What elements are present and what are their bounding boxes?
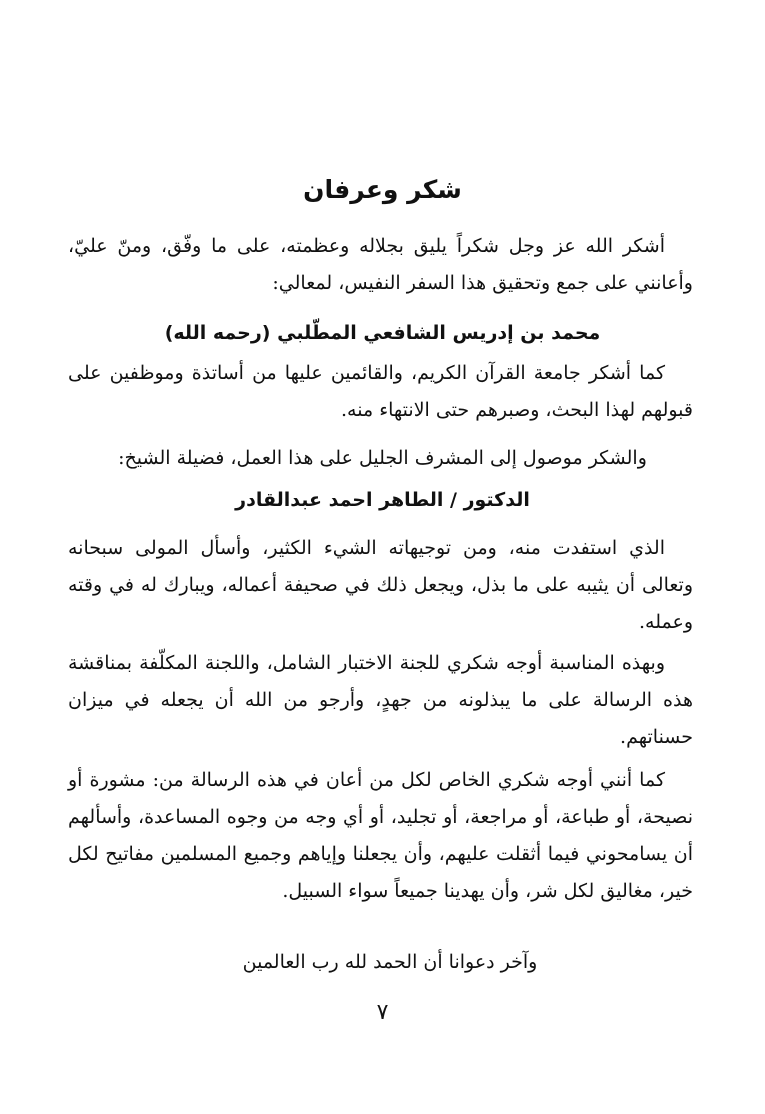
page-title: شكر وعرفان xyxy=(303,175,462,204)
paragraph-thanks-allah: أشكر الله عز وجل شكراً يليق بجلاله وعظمته، على ما وفّق، ومنّ عليّ، وأعانني على جمع وتحقيق هذا السفر النفيس، لمعالي: xyxy=(68,235,693,294)
name-imam-shafii: محمد بن إدريس الشافعي المطّلبي (رحمه الله) xyxy=(164,322,601,344)
page-number: ٧ xyxy=(376,1000,389,1025)
closing-prayer: وآخر دعوانا أن الحمد لله رب العالمين xyxy=(242,951,538,973)
paragraph-thanks-helpers: كما أنني أوجه شكري الخاص لكل من أعان في هذه الرسالة من: مشورة أو نصيحة، أو طباعة، أو مراجعة، أو تجليد، أو أي وجه من وجوه المساعدة، وأسألهم أن يسامحوني فيما أثقلت عليهم، وأن يجعلنا وإياهم وجميع المسلمين مفاتيح لكل خير، مغاليق لكل شر، وأن يهدينا جميعاً سواء السبيل. xyxy=(68,769,693,902)
paragraph-supervisor-benefit: الذي استفدت منه، ومن توجيهاته الشيء الكثير، وأسأل المولى سبحانه وتعالى أن يثيبه على ما بذل، ويجعل ذلك في صحيفة أعماله، ويبارك له في وقته وعمله. xyxy=(68,537,693,633)
paragraph-thanks-committee: وبهذه المناسبة أوجه شكري للجنة الاختبار الشامل، واللجنة المكلّفة بمناقشة هذه الرسالة على ما يبذلونه من جهدٍ، وأرجو من الله أن يجعله في ميزان حسناتهم. xyxy=(68,652,693,748)
paragraph-thanks-supervisor: والشكر موصول إلى المشرف الجليل على هذا العمل، فضيلة الشيخ: xyxy=(118,447,647,469)
name-supervisor: الدكتور / الطاهر احمد عبدالقادر xyxy=(235,489,530,511)
paragraph-thanks-university: كما أشكر جامعة القرآن الكريم، والقائمين عليها من أساتذة وموظفين على قبولهم لهذا البحث، وصبرهم حتى الانتهاء منه. xyxy=(68,362,693,421)
